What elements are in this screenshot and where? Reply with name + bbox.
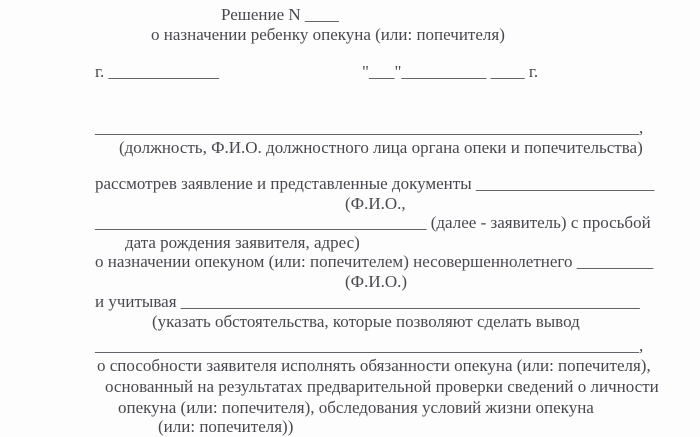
date-blank-field: "___"__________ ____ г.: [362, 62, 539, 81]
circumstances-caption: (указать обстоятельства, которые позволяют сделать вывод: [152, 312, 580, 331]
official-blank-line: ________________________________________________________________,: [95, 118, 644, 137]
city-blank-field: г. _____________: [95, 62, 220, 81]
final-caption-line: (или: попечителя)): [158, 417, 294, 436]
fio-caption-minor: (Ф.И.О.): [345, 272, 408, 291]
conclusion-blank-line: ________________________________________________________________,: [95, 336, 644, 355]
applicant-blank-line: _______________________________________ (далее - заявитель) с просьбой: [95, 213, 651, 232]
birthdate-address-caption: дата рождения заявителя, адрес): [125, 233, 360, 252]
fio-caption-applicant: (Ф.И.О.,: [345, 194, 406, 213]
decision-subtitle: о назначении ребенку опекуна (или: попечителя): [151, 25, 505, 44]
decision-title: Решение N ____: [221, 5, 339, 24]
official-caption: (должность, Ф.И.О. должностного лица органа опеки и попечительства): [119, 138, 643, 157]
appointment-line: о назначении опекуном (или: попечителем) несовершеннолетнего _________: [95, 252, 654, 271]
ability-caption-line: о способности заявителя исполнять обязанности опекуна (или: попечителя),: [97, 356, 651, 375]
based-on-check-caption-line: основанный на результатах предварительной проверки сведений о личности: [105, 377, 659, 396]
living-conditions-caption-line: опекуна (или: попечителя), обследования условий жизни опекуна: [118, 398, 594, 417]
considering-blank-line: и учитывая ______________________________________________________: [95, 292, 640, 311]
reviewed-documents-line: рассмотрев заявление и представленные документы _____________________: [95, 174, 655, 193]
